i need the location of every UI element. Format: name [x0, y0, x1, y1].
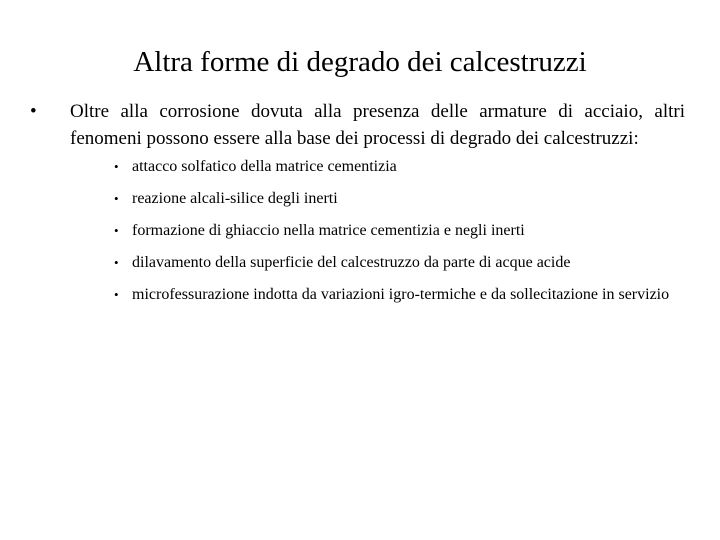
sub-bullet-text: reazione alcali-silice degli inerti [132, 190, 338, 207]
sub-bullet-item [114, 220, 684, 241]
sub-bullet-item [114, 284, 684, 305]
main-bullet-item [30, 98, 685, 152]
bullet-icon: • [114, 255, 119, 270]
sub-bullet-item [114, 188, 684, 209]
sub-bullet-item [114, 252, 684, 273]
sub-bullet-item [114, 156, 684, 177]
bullet-icon: • [114, 191, 119, 206]
slide-title: Altra forme di degrado dei calcestruzzi [133, 46, 587, 78]
sub-bullet-text: formazione di ghiaccio nella matrice cementizia e negli inerti [132, 222, 525, 239]
main-bullet-text: Oltre alla corrosione dovuta alla presenza delle armature di acciaio, altri fenomeni possono essere alla base dei processi di degrado dei calcestruzzi: [70, 101, 685, 149]
bullet-icon: • [114, 159, 119, 174]
bullet-icon: • [114, 223, 119, 238]
sub-bullet-text: dilavamento della superficie del calcestruzzo da parte di acque acide [132, 254, 571, 271]
bullet-icon: • [30, 101, 37, 122]
sub-bullet-list [114, 156, 684, 316]
bullet-icon: • [114, 287, 119, 302]
sub-bullet-text: microfessurazione indotta da variazioni igro-termiche e da sollecitazione in servizio [132, 286, 670, 303]
sub-bullet-text: attacco solfatico della matrice cementizia [132, 158, 397, 175]
